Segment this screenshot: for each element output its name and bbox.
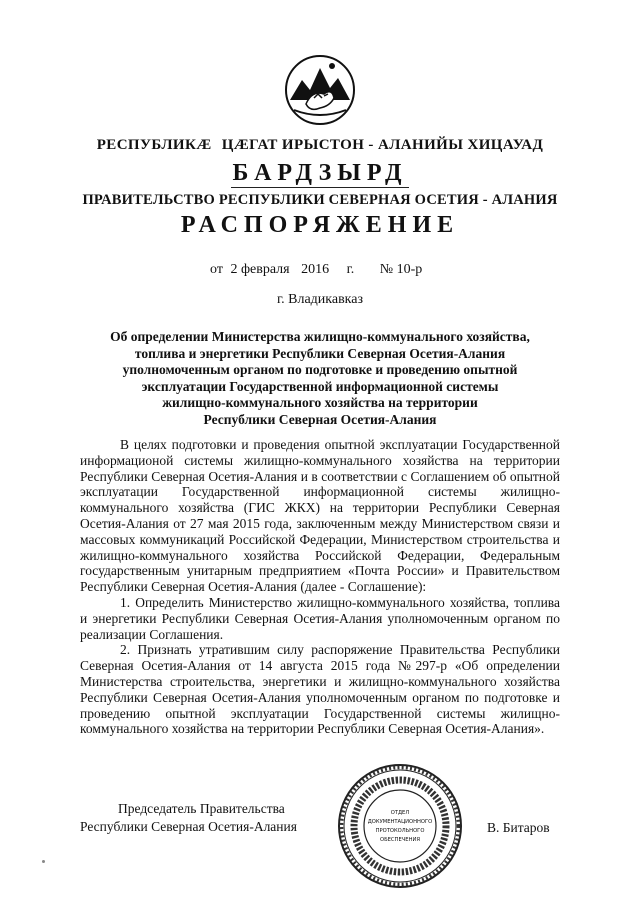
scan-mark [42, 860, 45, 863]
seal-text-line: ДОКУМЕНТАЦИОННОГО [367, 819, 433, 825]
ossetian-document-type: БАРДЗЫРД [232, 160, 408, 186]
seal-text-line: ОБЕСПЕЧЕНИЯ [380, 837, 420, 843]
title-line: жилищно-коммунального хозяйства на территории [162, 395, 478, 411]
city-line: г. Владикавказ [276, 292, 364, 307]
title-line: эксплуатации Государственной информационной системы [141, 378, 499, 394]
title-line: уполномоченным органом по подготовке и проведению опытной [122, 362, 518, 378]
ossetian-government-name: ЦÆГАТ ИРЫСТОН - АЛАНИЙЫ ХИЦАУАД [221, 137, 544, 153]
ossetian-republic-word: РЕСПУБЛИКÆ [96, 137, 212, 153]
date-prefix: от [210, 262, 223, 277]
title-line: топлива и энергетики Республики Северная Осетия-Алания [134, 345, 506, 361]
russian-government-line: ПРАВИТЕЛЬСТВО РЕСПУБЛИКИ СЕВЕРНАЯ ОСЕТИЯ - АЛАНИЯ [82, 192, 558, 208]
document-date: 2 февраля [230, 262, 290, 277]
preamble-paragraph: В целях подготовки и проведения опытной эксплуатации Государственной информационой системы жилищно-коммунального хозяйства на территории Республики Северная Осетия-Алания и в соответствии с Соглашением об опытной эксплуатации Государственной информационной системы жилищно-коммунального хозяйства (ГИС ЖКХ) на территории Республики Северная Осетия-Алания от 27 мая 2015 года, заключенным между Министерством связи и массовых коммуникаций Российской Федерации, Министерством строительства и жилищно-коммунального хозяйства Российской Федерации, Федеральным государственным унитарным предприятием «Почта России» и Правительством Республики Северная Осетия-Алания (далее - Соглашение): [80, 437, 560, 595]
document-title [80, 329, 560, 429]
seal-text-line: ПРОТОКОЛЬНОГО [375, 828, 425, 834]
signatory-position [80, 800, 297, 836]
position-line: Республики Северная Осетия-Алания [80, 819, 297, 834]
russian-document-type: РАСПОРЯЖЕНИЕ [180, 212, 460, 238]
official-stamp-seal [336, 762, 464, 890]
item-1-paragraph: 1. Определить Министерство жилищно-коммунального хозяйства, топлива и энергетики Республики Северная Осетия-Алания уполномоченным органом по реализации Соглашения. [80, 594, 560, 642]
document-body [80, 437, 560, 737]
position-line: Председатель Правительства [118, 801, 285, 816]
document-year: 2016 [301, 262, 330, 277]
seal-text-line: ОТДЕЛ [390, 810, 410, 816]
ossetian-government-line [0, 137, 640, 154]
year-suffix: г. [346, 262, 355, 277]
title-line: Республики Северная Осетия-Алания [203, 411, 437, 427]
date-number-line [210, 262, 422, 278]
signatory-name: В. Битаров [487, 820, 550, 835]
title-line: Об определении Министерства жилищно-коммунального хозяйства, [110, 329, 530, 344]
coat-of-arms-emblem [284, 54, 356, 126]
document-number: № 10-р [379, 262, 423, 277]
item-2-paragraph: 2. Признать утратившим силу распоряжение Правительства Республики Северная Осетия-Алания от 14 августа 2015 года №297-р «Об определении Министерства строительства, энергетики и жилищно-коммунального хозяйства Республики Северная Осетия-Алания уполномоченным органом по подготовке и проведению опытной эксплуатации Государственной системы жилищно-коммунального хозяйства на территории Республики Северная Осетия-Алания». [80, 642, 560, 737]
